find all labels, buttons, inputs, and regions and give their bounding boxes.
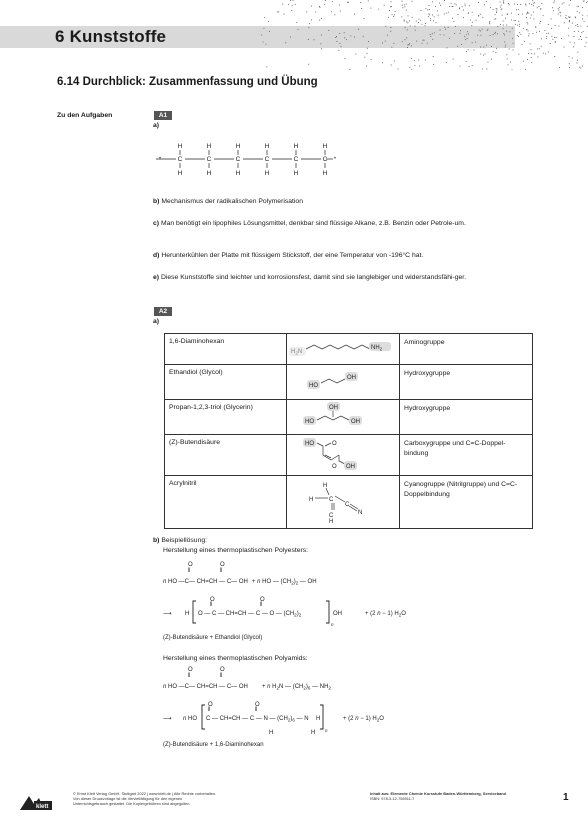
a1-answer-b: b) Mechanismus der radikalischen Polymerisation (153, 198, 303, 205)
svg-text:C: C (345, 502, 350, 508)
a1-part-a-label: a) (153, 122, 160, 129)
svg-text:⟶: ⟶ (163, 716, 172, 722)
chapter-title: 6 Kunststoffe (55, 27, 167, 46)
svg-text:O: O (210, 597, 215, 603)
svg-text:O: O (255, 702, 260, 708)
svg-text:‖: ‖ (208, 707, 211, 713)
svg-text:OH: OH (333, 611, 342, 617)
svg-text:C: C (322, 156, 328, 163)
monomer-name: Propan-1,2,3-triol (Glycerin) (165, 400, 287, 435)
monomer-name: Ethandiol (Glycol) (165, 365, 287, 400)
svg-text:H: H (322, 170, 328, 177)
svg-text:klett: klett (36, 804, 49, 810)
polyamide-heading: Herstellung eines thermoplastischen Polyamids: (163, 655, 308, 662)
functional-group: Cyanogruppe (Nitrilgruppe) und C=C-Doppelbindung (400, 476, 533, 529)
side-label: Zu den Aufgaben (57, 112, 113, 119)
svg-text:O: O (332, 464, 337, 470)
svg-text:n HO: n HO (183, 716, 198, 722)
svg-text:O: O (332, 441, 337, 447)
table-row (165, 365, 533, 400)
structure-diaminohexane (287, 334, 400, 365)
svg-text:O: O (220, 667, 225, 673)
svg-text:O: O (188, 562, 193, 568)
svg-text:n HO —C— CH=CH — C— OH: n HO —C— CH=CH — C— OH (163, 684, 248, 690)
monomer-table (164, 333, 533, 529)
svg-text:OH: OH (347, 375, 357, 381)
svg-text:OH: OH (346, 464, 356, 470)
svg-text:C: C (206, 156, 212, 163)
table-row (165, 400, 533, 435)
svg-text:n: n (331, 622, 334, 627)
svg-text:H: H (269, 730, 274, 736)
svg-text:H: H (311, 730, 316, 736)
svg-text:‖: ‖ (188, 568, 191, 574)
svg-text:‖: ‖ (260, 602, 263, 608)
a2-part-b: b) Beispiellösung: Herstellung eines thermoplastischen Polyesters: (153, 537, 309, 554)
svg-text:H: H (264, 170, 270, 177)
monomer-name: Acrylnitril (165, 476, 287, 529)
svg-text:•: • (158, 155, 162, 162)
svg-text:HO: HO (309, 383, 319, 389)
svg-text:O: O (260, 597, 265, 603)
svg-text:⟶: ⟶ (163, 611, 172, 617)
structure-butendisaeure (287, 435, 400, 476)
structure-glycerin (287, 400, 400, 435)
functional-group: Carboxygruppe und C=C-Doppel-bindung (400, 435, 533, 476)
functional-group: Hydroxygruppe (400, 365, 533, 400)
svg-text:C: C (264, 156, 270, 163)
svg-text:O — C — CH=CH — C — O — (CH2)2: O — C — CH=CH — C — O — $(CH_2)_2$ (198, 611, 302, 618)
svg-text:H: H (206, 170, 212, 177)
svg-text:NH2: $NH_2$ (371, 345, 383, 352)
monomer-name: (Z)-Butendisäure (165, 435, 287, 476)
klett-logo (20, 792, 52, 810)
table-row (165, 476, 533, 529)
footer-source: Inhalt aus: Elemente Chemie Kursstufe Baden-Württemberg, Serviceband ISBN: 978-3-12-756911-7 (370, 791, 506, 801)
svg-text:H: H (185, 611, 190, 617)
svg-text:C — CH=CH — C — N — (CH2)6 — N: C — CH=CH — C — N — $(CH_2)_6$ — N (206, 716, 309, 723)
svg-text:H: H (264, 143, 270, 150)
svg-text:OH: OH (351, 419, 361, 425)
svg-text:+ (2 n − 1) H2O: + (2 n − 1) $H_2O$ (365, 611, 406, 618)
polyester-caption: (Z)-Butendisäure + Ethandiol (Glycol) (163, 635, 263, 641)
page-number: 1 (563, 792, 569, 803)
svg-text:H: H (293, 170, 299, 177)
svg-text:H: H (177, 170, 183, 177)
svg-text:HO: HO (305, 441, 315, 447)
svg-text:‖: ‖ (220, 673, 223, 679)
svg-text:C: C (329, 497, 334, 503)
svg-text:H: H (235, 143, 241, 150)
svg-text:H: H (323, 483, 328, 489)
svg-text:H: H (206, 143, 212, 150)
structure-acrylnitril (287, 476, 400, 529)
svg-text:H: H (235, 170, 241, 177)
svg-text:C: C (177, 156, 183, 163)
svg-text:O: O (208, 702, 213, 708)
svg-text:‖: ‖ (210, 602, 213, 608)
monomer-name: 1,6-Diaminohexan (165, 334, 287, 365)
polyamide-caption: (Z)-Butendisäure + 1,6-Diaminohexan (163, 742, 264, 748)
svg-text:O: O (220, 562, 225, 568)
svg-text:‖: ‖ (220, 568, 223, 574)
a1-answer-d: d) Herunterkühlen der Platte mit flüssigem Stickstoff, der eine Temperatur von -196°C hat. (153, 252, 424, 259)
polyester-heading: Herstellung eines thermoplastischen Polyesters: (163, 547, 309, 554)
svg-text:n HO —C— CH=CH — C— OH: n HO —C— CH=CH — C— OH (163, 579, 248, 585)
svg-text:•: • (333, 155, 337, 162)
decorative-speckle (228, 0, 588, 70)
svg-text:+ (2 n − 1) H2O: + (2 n − 1) $H_2O$ (343, 716, 384, 723)
svg-text:OH: OH (329, 405, 339, 411)
svg-text:HO: HO (305, 419, 315, 425)
functional-group: Hydroxygruppe (400, 400, 533, 435)
svg-text:+ n HO — (CH2)2 — OH: + n HO — $(CH_2)_2$ — OH (252, 579, 317, 586)
svg-text:C: C (329, 513, 334, 519)
svg-text:H: H (177, 143, 183, 150)
table-row (165, 334, 533, 365)
svg-text:C: C (293, 156, 299, 163)
a1-answer-e: e) Diese Kunststoffe sind leichter und korrosionsfest, damit sind sie langlebiger und widerstandsfähi-ger. (153, 274, 467, 281)
section-title: 6.14 Durchblick: Zusammenfassung und Übung (57, 76, 318, 88)
svg-text:H: H (329, 519, 334, 524)
svg-text:H: H (309, 497, 314, 503)
structure-ethandiol (287, 365, 400, 400)
table-row (165, 435, 533, 476)
svg-text:n: n (325, 728, 328, 733)
task-badge-a2: A2 (154, 307, 172, 316)
footer-copyright: © Ernst Klett Verlag GmbH, Stuttgart 2022 | www.klett.de | Alle Rechte vorbehalten. Von dieser Druckvorlage ist die Vervielfältigung für den eigenen Unterrichtsgebrauch gestattet. Die Kopiergebühren sind abgegolten. (73, 791, 217, 806)
svg-text:O: O (188, 667, 193, 673)
a1-answer-c: c) Man benötigt ein lipophiles Lösungsmittel, denkbar sind flüssige Alkane, z.B. Benzin oder Petrole-um. (153, 220, 466, 227)
svg-text:‖: ‖ (255, 707, 258, 713)
svg-text:H: H (293, 143, 299, 150)
svg-text:H: H (322, 143, 328, 150)
svg-text:‖: ‖ (188, 673, 191, 679)
task-badge-a1: A1 (154, 111, 172, 120)
a2-part-a-label: a) (153, 318, 160, 325)
svg-text:N: N (358, 510, 363, 516)
svg-text:H: H (316, 716, 321, 722)
svg-text:C: C (235, 156, 241, 163)
polyethylene-formula (150, 140, 350, 190)
svg-text:+ n H2N — (CH2)6 — NH2: + n $H_2N$ — $(CH_2)_6$ — $NH_2$ (262, 684, 331, 691)
functional-group: Aminogruppe (400, 334, 533, 365)
